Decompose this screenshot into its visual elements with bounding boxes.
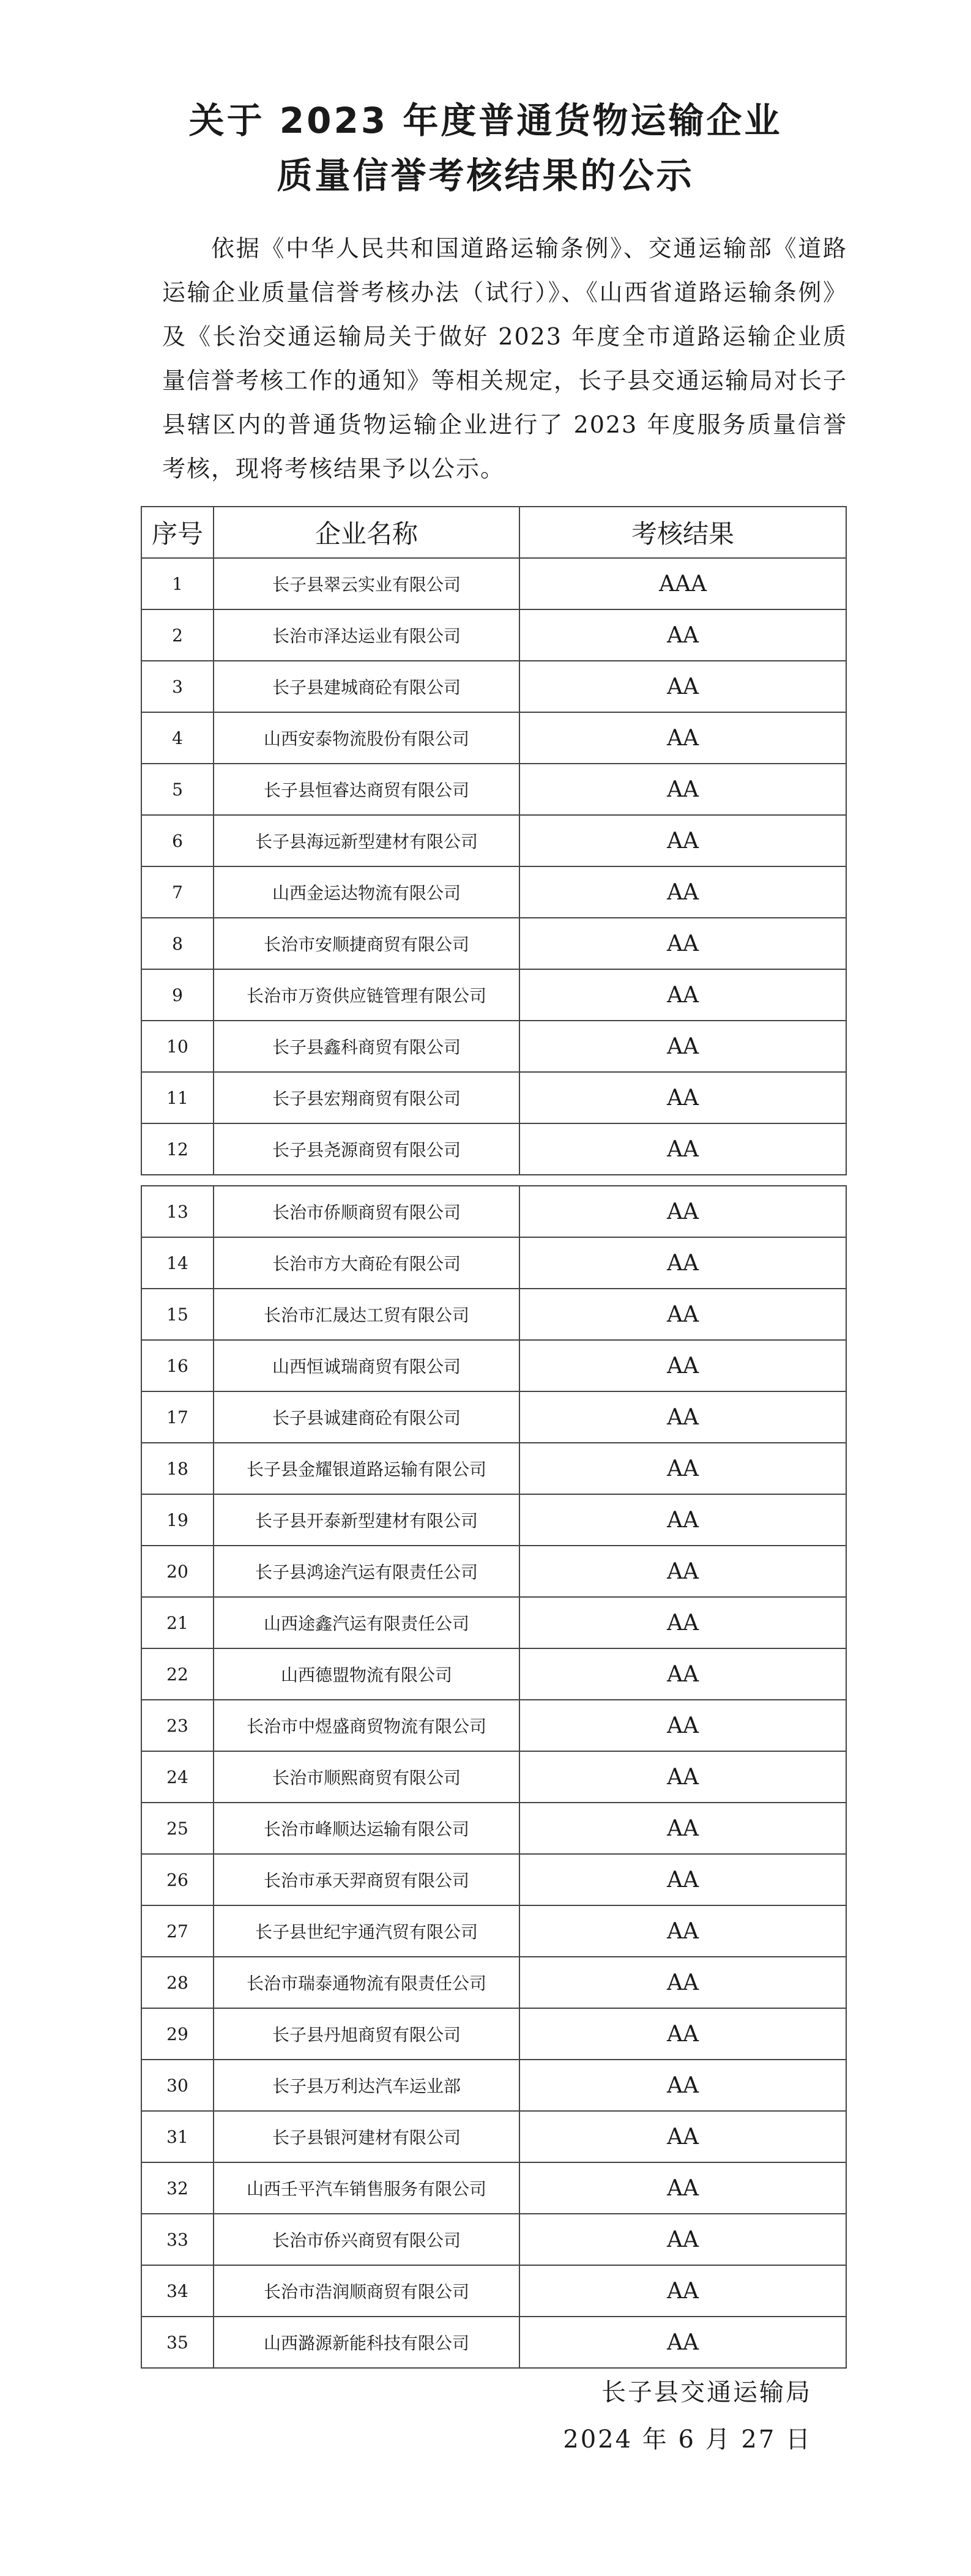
rating-result: AA bbox=[519, 1186, 846, 1237]
company-name: 长治市侨顺商贸有限公司 bbox=[214, 1186, 519, 1237]
row-number: 17 bbox=[141, 1391, 214, 1443]
row-number: 2 bbox=[141, 609, 214, 661]
row-number: 23 bbox=[141, 1700, 214, 1751]
rating-result: AA bbox=[519, 2111, 846, 2162]
rating-result: AA bbox=[519, 2317, 846, 2368]
company-name: 长治市侨兴商贸有限公司 bbox=[214, 2214, 519, 2265]
company-name: 长治市浩润顺商贸有限公司 bbox=[214, 2265, 519, 2317]
company-name: 长子县诚建商砼有限公司 bbox=[214, 1391, 519, 1443]
company-name: 长子县尧源商贸有限公司 bbox=[214, 1123, 519, 1175]
company-name: 长子县开泰新型建材有限公司 bbox=[214, 1494, 519, 1546]
rating-result: AA bbox=[519, 1648, 846, 1700]
rating-result: AA bbox=[519, 1854, 846, 1905]
table-row bbox=[141, 1123, 846, 1175]
table-row bbox=[141, 1751, 846, 1803]
table-row bbox=[141, 558, 846, 609]
row-number: 28 bbox=[141, 1957, 214, 2008]
company-name: 长治市瑞泰通物流有限责任公司 bbox=[214, 1957, 519, 2008]
table-row bbox=[141, 712, 846, 764]
company-name: 山西德盟物流有限公司 bbox=[214, 1648, 519, 1700]
row-number: 33 bbox=[141, 2214, 214, 2265]
row-number: 24 bbox=[141, 1751, 214, 1803]
company-name: 长子县翠云实业有限公司 bbox=[214, 558, 519, 609]
results-table-part-1 bbox=[141, 506, 847, 1175]
company-name: 山西壬平汽车销售服务有限公司 bbox=[214, 2162, 519, 2214]
table-row bbox=[141, 1905, 846, 1957]
table-row bbox=[141, 918, 846, 969]
table-row bbox=[141, 1021, 846, 1072]
rating-result: AA bbox=[519, 2214, 846, 2265]
rating-result: AA bbox=[519, 1443, 846, 1494]
row-number: 18 bbox=[141, 1443, 214, 1494]
row-number: 35 bbox=[141, 2317, 214, 2368]
rating-result: AA bbox=[519, 1597, 846, 1648]
company-name: 长治市峰顺达运输有限公司 bbox=[214, 1803, 519, 1854]
company-name: 长治市泽达运业有限公司 bbox=[214, 609, 519, 661]
company-name: 长子县万利达汽车运业部 bbox=[214, 2060, 519, 2111]
row-number: 10 bbox=[141, 1021, 214, 1072]
company-name: 长子县宏翔商贸有限公司 bbox=[214, 1072, 519, 1123]
rating-result: AA bbox=[519, 1123, 846, 1175]
company-name: 山西恒诚瑞商贸有限公司 bbox=[214, 1340, 519, 1391]
rating-result: AA bbox=[519, 1905, 846, 1957]
row-number: 13 bbox=[141, 1186, 214, 1237]
company-name: 长治市安顺捷商贸有限公司 bbox=[214, 918, 519, 969]
table-row bbox=[141, 815, 846, 866]
table-row bbox=[141, 1186, 846, 1237]
signature-organization: 长子县交通运输局 bbox=[601, 2378, 812, 2407]
rating-result: AA bbox=[519, 1700, 846, 1751]
row-number: 31 bbox=[141, 2111, 214, 2162]
rating-result: AA bbox=[519, 609, 846, 661]
row-number: 6 bbox=[141, 815, 214, 866]
company-name: 长子县海远新型建材有限公司 bbox=[214, 815, 519, 866]
rating-result: AA bbox=[519, 1751, 846, 1803]
row-number: 25 bbox=[141, 1803, 214, 1854]
company-name: 山西途鑫汽运有限责任公司 bbox=[214, 1597, 519, 1648]
company-name: 长子县鑫科商贸有限公司 bbox=[214, 1021, 519, 1072]
company-name: 长子县鸿途汽运有限责任公司 bbox=[214, 1546, 519, 1597]
company-name: 山西金运达物流有限公司 bbox=[214, 866, 519, 918]
rating-result: AA bbox=[519, 1957, 846, 2008]
table-row bbox=[141, 2214, 846, 2265]
company-name: 长子县建城商砼有限公司 bbox=[214, 661, 519, 712]
company-name: 山西潞源新能科技有限公司 bbox=[214, 2317, 519, 2368]
rating-result: AA bbox=[519, 969, 846, 1021]
document-title-line-2: 质量信誉考核结果的公示 bbox=[277, 155, 694, 196]
signature-date: 2024 年 6 月 27 日 bbox=[563, 2425, 812, 2454]
table-row bbox=[141, 2111, 846, 2162]
row-number: 32 bbox=[141, 2162, 214, 2214]
rating-result: AA bbox=[519, 764, 846, 815]
company-name: 长子县金耀银道路运输有限公司 bbox=[214, 1443, 519, 1494]
table-body-part-1 bbox=[141, 558, 846, 1175]
row-number: 19 bbox=[141, 1494, 214, 1546]
table-row bbox=[141, 1289, 846, 1340]
table-row bbox=[141, 2265, 846, 2317]
results-table-part-2 bbox=[141, 1185, 847, 2369]
table-row bbox=[141, 1546, 846, 1597]
rating-result: AA bbox=[519, 1494, 846, 1546]
company-name: 长治市承天羿商贸有限公司 bbox=[214, 1854, 519, 1905]
row-number: 22 bbox=[141, 1648, 214, 1700]
row-number: 16 bbox=[141, 1340, 214, 1391]
rating-result: AA bbox=[519, 815, 846, 866]
table-row bbox=[141, 1597, 846, 1648]
table-row bbox=[141, 2162, 846, 2214]
company-name: 长子县世纪宇通汽贸有限公司 bbox=[214, 1905, 519, 1957]
company-name: 长子县恒睿达商贸有限公司 bbox=[214, 764, 519, 815]
rating-result: AA bbox=[519, 918, 846, 969]
row-number: 20 bbox=[141, 1546, 214, 1597]
table-row bbox=[141, 764, 846, 815]
table-row bbox=[141, 2317, 846, 2368]
table-row bbox=[141, 661, 846, 712]
row-number: 8 bbox=[141, 918, 214, 969]
row-number: 34 bbox=[141, 2265, 214, 2317]
header-number: 序号 bbox=[141, 507, 214, 558]
rating-result: AA bbox=[519, 1391, 846, 1443]
company-name: 长治市汇晟达工贸有限公司 bbox=[214, 1289, 519, 1340]
rating-result: AA bbox=[519, 2008, 846, 2060]
row-number: 3 bbox=[141, 661, 214, 712]
company-name: 长治市方大商砼有限公司 bbox=[214, 1237, 519, 1289]
row-number: 30 bbox=[141, 2060, 214, 2111]
table-row bbox=[141, 1957, 846, 2008]
company-name: 长治市中煜盛商贸物流有限公司 bbox=[214, 1700, 519, 1751]
row-number: 1 bbox=[141, 558, 214, 609]
rating-result: AA bbox=[519, 2265, 846, 2317]
company-name: 山西安泰物流股份有限公司 bbox=[214, 712, 519, 764]
row-number: 21 bbox=[141, 1597, 214, 1648]
table-row bbox=[141, 1340, 846, 1391]
rating-result: AA bbox=[519, 1237, 846, 1289]
table-row bbox=[141, 609, 846, 661]
table-row bbox=[141, 2060, 846, 2111]
table-row bbox=[141, 1443, 846, 1494]
row-number: 7 bbox=[141, 866, 214, 918]
table-row bbox=[141, 2008, 846, 2060]
company-name: 长子县丹旭商贸有限公司 bbox=[214, 2008, 519, 2060]
row-number: 14 bbox=[141, 1237, 214, 1289]
table-body-part-2 bbox=[141, 1186, 846, 2368]
rating-result: AA bbox=[519, 2060, 846, 2111]
row-number: 12 bbox=[141, 1123, 214, 1175]
table-row bbox=[141, 866, 846, 918]
table-row bbox=[141, 1803, 846, 1854]
company-name: 长治市万资供应链管理有限公司 bbox=[214, 969, 519, 1021]
row-number: 15 bbox=[141, 1289, 214, 1340]
table-row bbox=[141, 1237, 846, 1289]
rating-result: AA bbox=[519, 1803, 846, 1854]
rating-result: AA bbox=[519, 1021, 846, 1072]
table-row bbox=[141, 1854, 846, 1905]
rating-result: AA bbox=[519, 712, 846, 764]
row-number: 5 bbox=[141, 764, 214, 815]
table-row bbox=[141, 969, 846, 1021]
row-number: 27 bbox=[141, 1905, 214, 1957]
rating-result: AA bbox=[519, 1289, 846, 1340]
document-title-line-1: 关于 2023 年度普通货物运输企业 bbox=[188, 100, 783, 141]
header-result: 考核结果 bbox=[519, 507, 846, 558]
intro-paragraph: 依据《中华人民共和国道路运输条例》、交通运输部《道路运输企业质量信誉考核办法（试行）》、《山西省道路运输条例》及《长治交通运输局关于做好 2023 年度全市道路运输企业质量信誉考核工作的通知》等相关规定，长子县交通运输局对长子县辖区内的普通货物运输企业进行了 2023 年度服务质量信誉考核，现将考核结果予以公示。 bbox=[162, 235, 848, 482]
row-number: 9 bbox=[141, 969, 214, 1021]
rating-result: AA bbox=[519, 1546, 846, 1597]
table-row bbox=[141, 1700, 846, 1751]
header-company-name: 企业名称 bbox=[214, 507, 519, 558]
rating-result: AA bbox=[519, 1340, 846, 1391]
row-number: 11 bbox=[141, 1072, 214, 1123]
table-row bbox=[141, 1072, 846, 1123]
rating-result: AAA bbox=[519, 558, 846, 609]
table-row bbox=[141, 1494, 846, 1546]
rating-result: AA bbox=[519, 661, 846, 712]
table-row bbox=[141, 1648, 846, 1700]
rating-result: AA bbox=[519, 2162, 846, 2214]
rating-result: AA bbox=[519, 1072, 846, 1123]
row-number: 26 bbox=[141, 1854, 214, 1905]
table-row bbox=[141, 1391, 846, 1443]
row-number: 4 bbox=[141, 712, 214, 764]
company-name: 长子县银河建材有限公司 bbox=[214, 2111, 519, 2162]
company-name: 长治市顺熙商贸有限公司 bbox=[214, 1751, 519, 1803]
rating-result: AA bbox=[519, 866, 846, 918]
row-number: 29 bbox=[141, 2008, 214, 2060]
table-header-row bbox=[141, 507, 846, 558]
